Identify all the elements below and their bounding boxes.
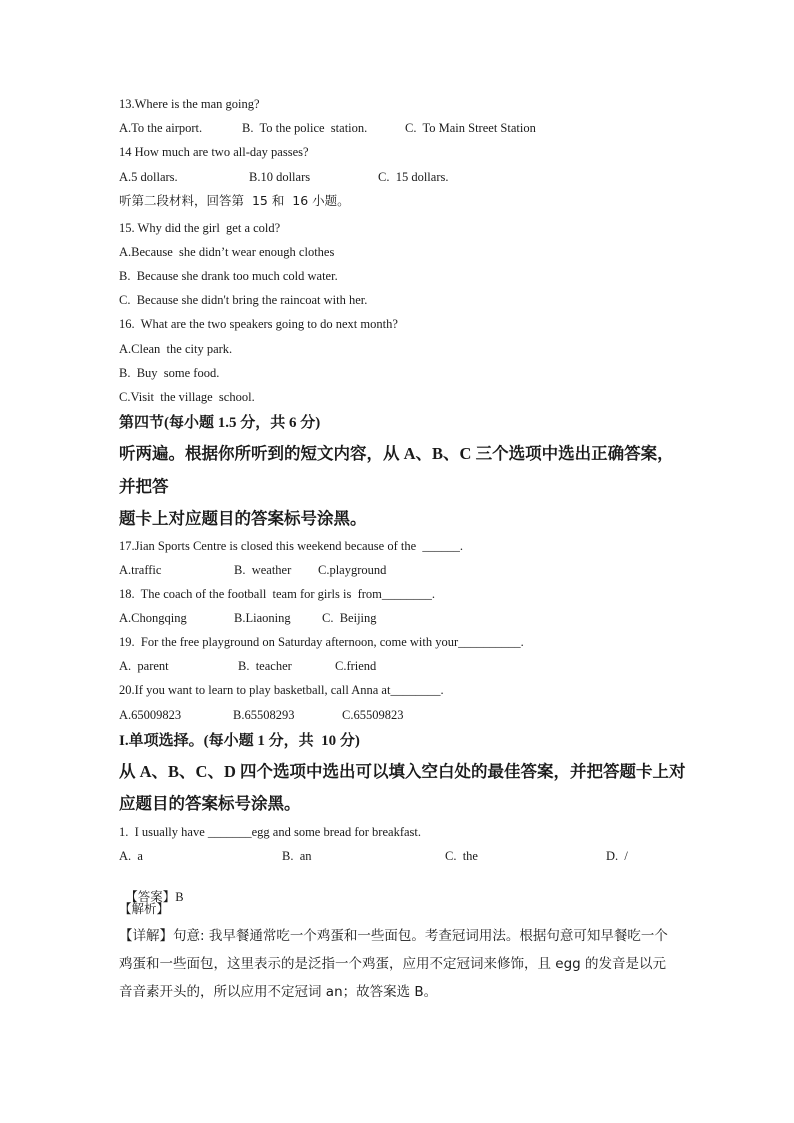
grammar-title: I.单项选择。(每小题 1 分，共 10 分) [119,733,360,749]
q19-option-a: A. parent [119,659,169,673]
q15-question: 15. Why did the girl get a cold? [119,221,281,235]
grammar-q1-option-b: B. an [282,849,312,863]
q17-option-c: C.playground [318,563,387,577]
detail-text: 句意: 我早餐通常吃一个鸡蛋和一些面包。考查冠词用法。根据句意可知早餐吃一个鸡蛋和一些面包，这里表示的是泛指一个鸡蛋，应用不定冠词来修饰，且 egg 的发音是以元音音素开头的，所以应用不定冠词 an；故答案选 B。 [119,928,668,1000]
q18-option-b: B.Liaoning [234,611,291,625]
q19-option-b: B. teacher [238,659,292,673]
q14-option-a: A.5 dollars. [119,170,178,184]
q16-option-c: C.Visit the village school. [119,390,255,404]
q17-option-a: A.traffic [119,563,162,577]
q18-option-c: C. Beijing [322,611,377,625]
grammar-q1-question: 1. I usually have _______egg and some bread for breakfast. [119,825,421,839]
grammar-instructions-1: 从 A、B、C、D 四个选项中选出可以填入空白处的最佳答案，并把答题卡上对 [119,762,686,781]
q14-option-c: C. 15 dollars. [378,170,449,184]
answer-value: B [175,890,184,904]
q17-question: 17.Jian Sports Centre is closed this weekend because of the ______. [119,539,464,553]
section4-title: 第四节(每小题 1.5 分，共 6 分) [119,415,321,431]
q13-option-c: C. To Main Street Station [405,121,536,135]
q13-option-b: B. To the police station. [242,121,368,135]
q13-option-a: A.To the airport. [119,121,203,135]
q19-option-c: C.friend [335,659,377,673]
section4-instructions-2: 并把答 [119,477,169,496]
q18-option-a: A.Chongqing [119,611,187,625]
q16-option-b: B. Buy some food. [119,366,220,380]
q14-option-b: B.10 dollars [249,170,311,184]
analysis-label: 【解析】 [119,901,170,916]
q15-option-b: B. Because she drank too much cold water. [119,269,338,283]
q16-question: 16. What are the two speakers going to do next month? [119,317,398,331]
grammar-q1-option-c: C. the [445,849,478,863]
q20-question: 20.If you want to learn to play basketball, call Anna at________. [119,683,444,697]
answer-label: 【答案】 [125,889,176,904]
q13-question: 13.Where is the man going? [119,97,260,111]
detail-label: 【详解】 [119,928,173,944]
q14-question: 14 How much are two all-day passes? [119,145,309,159]
detail-explanation [119,922,679,1006]
q16-option-a: A.Clean the city park. [119,342,233,356]
grammar-q1-option-a: A. a [119,849,143,863]
q20-option-a: A.65009823 [119,708,182,722]
q20-option-c: C.65509823 [342,708,404,722]
part2-intro: 听第二段材料，回答第 15 和 16 小题。 [119,193,350,208]
q17-option-b: B. weather [234,563,292,577]
section4-instructions-3: 题卡上对应题目的答案标号涂黑。 [119,509,367,528]
q15-option-c: C. Because she didn't bring the raincoat with her. [119,293,368,307]
q20-option-b: B.65508293 [233,708,295,722]
grammar-q1-option-d: D. / [606,849,628,863]
section4-instructions-1: 听两遍。根据你所听到的短文内容，从 A、B、C 三个选项中选出正确答案， [119,444,674,463]
q19-question: 19. For the free playground on Saturday afternoon, come with your__________. [119,635,524,649]
q18-question: 18. The coach of the football team for girls is from________. [119,587,436,601]
grammar-instructions-2: 应题目的答案标号涂黑。 [119,794,301,813]
q15-option-a: A.Because she didn’t wear enough clothes [119,245,335,259]
